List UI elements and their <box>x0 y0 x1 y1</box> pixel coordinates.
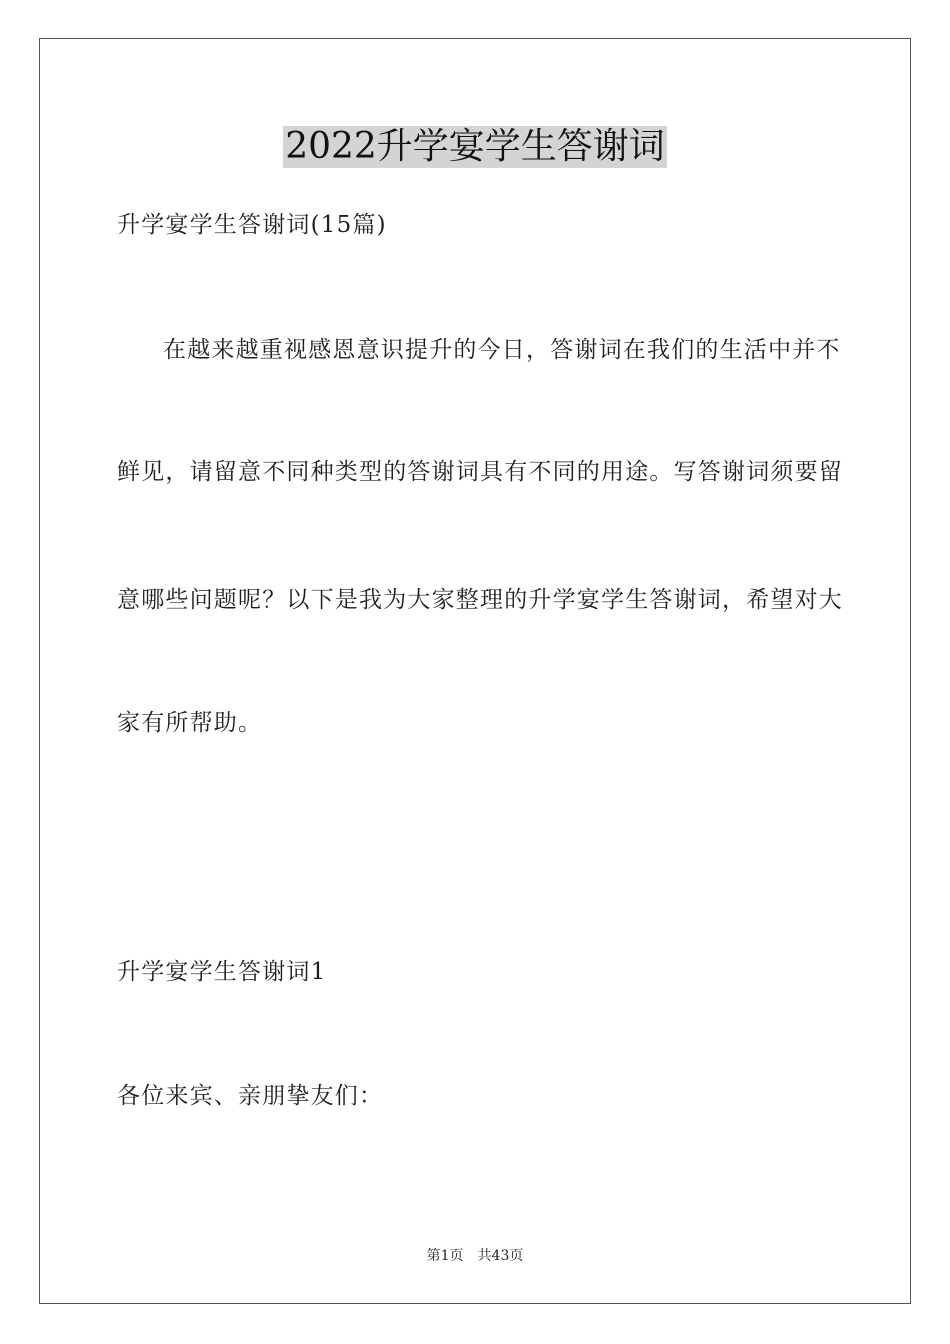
intro-line-3: 意哪些问题呢？以下是我为大家整理的升学宴学生答谢词，希望对大 <box>117 587 843 613</box>
document-subtitle: 升学宴学生答谢词(15篇) <box>117 212 387 238</box>
document-title: 2022升学宴学生答谢词 <box>285 126 665 167</box>
total-pages: 共43页 <box>477 1248 524 1264</box>
intro-line-4: 家有所帮助。 <box>117 710 263 736</box>
page-footer <box>0 1247 950 1265</box>
page-number: 第1页 <box>426 1248 464 1264</box>
intro-line-1: 在越来越重视感恩意识提升的今日，答谢词在我们的生活中并不 <box>163 337 841 363</box>
intro-line-2: 鲜见，请留意不同种类型的答谢词具有不同的用途。写答谢词须要留 <box>117 459 843 485</box>
salutation: 各位来宾、亲朋挚友们： <box>117 1083 384 1109</box>
section-heading: 升学宴学生答谢词1 <box>117 959 327 985</box>
title-container <box>0 126 950 168</box>
